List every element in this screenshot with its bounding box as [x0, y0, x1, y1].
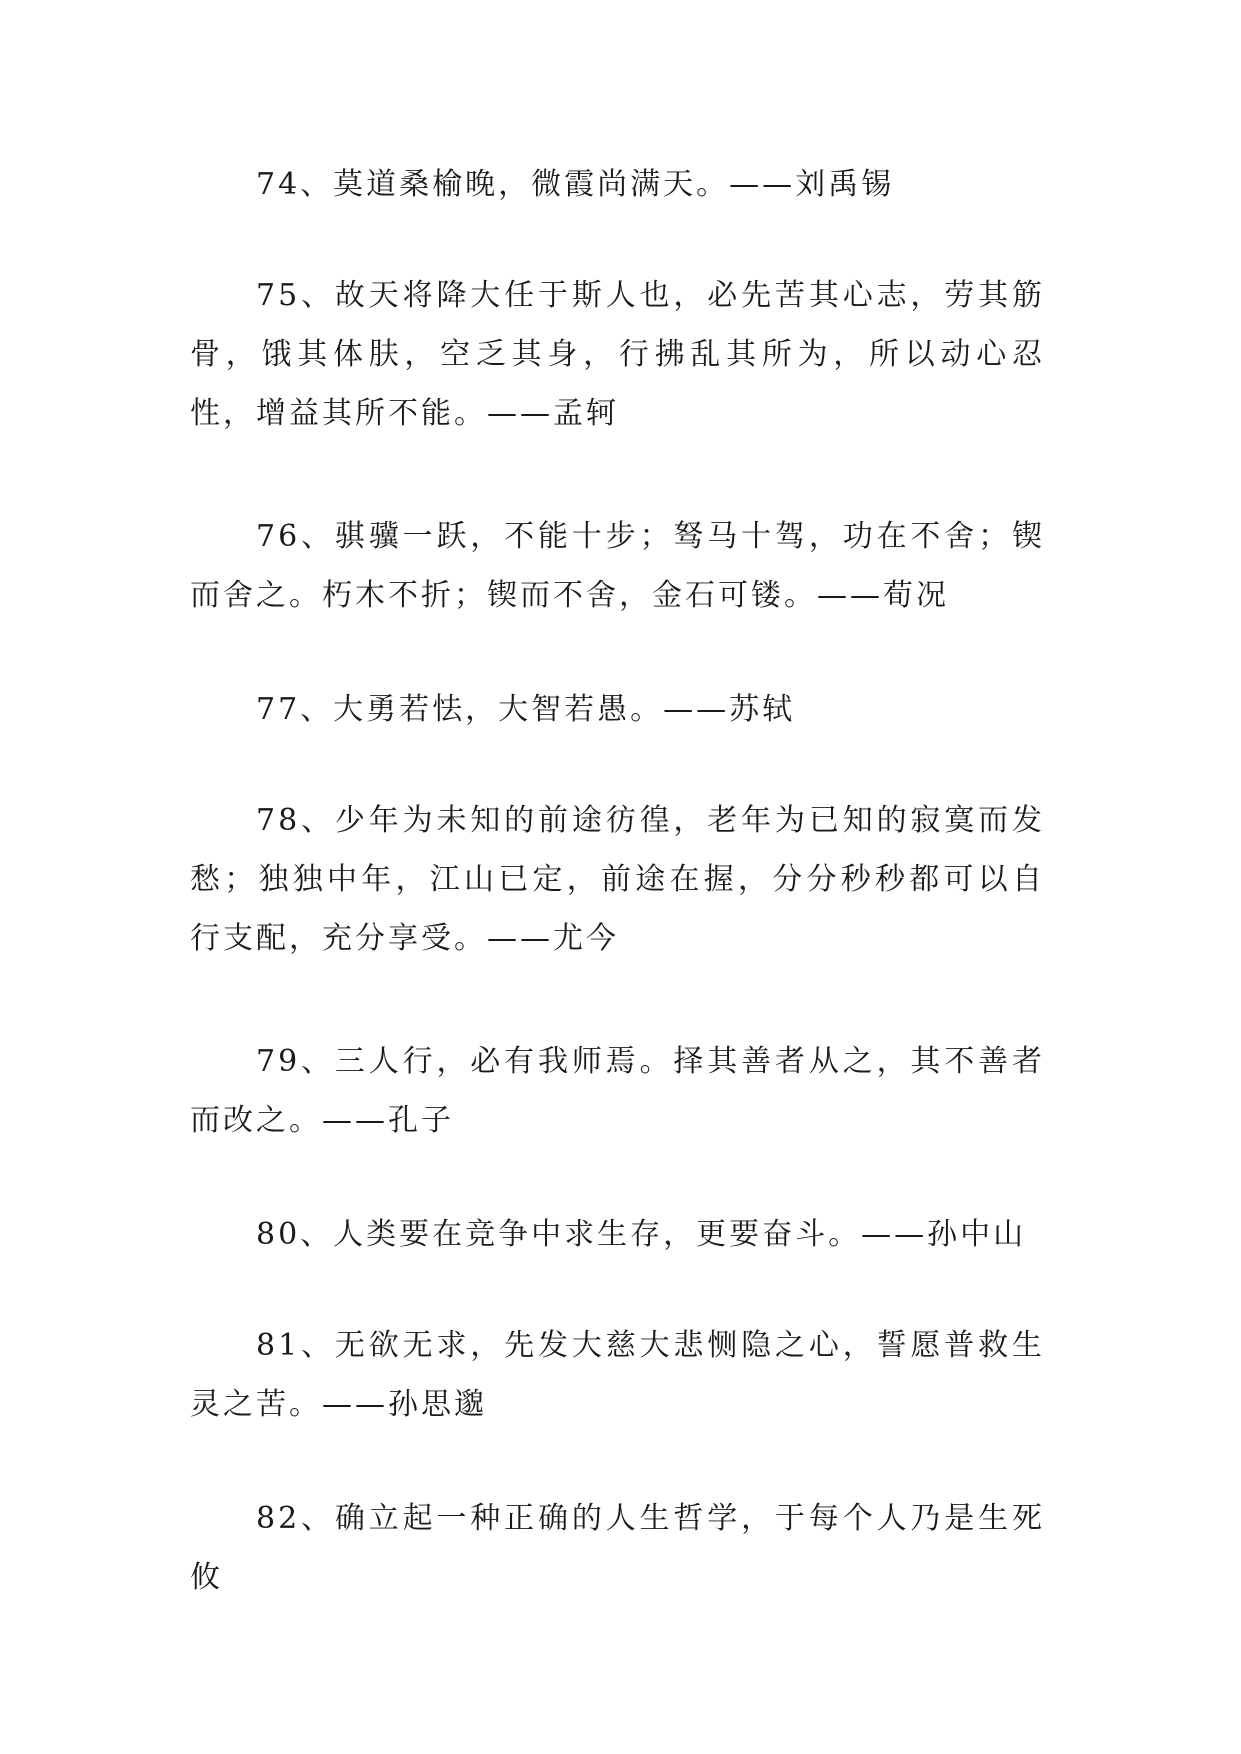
quote-paragraph-80: 80、人类要在竞争中求生存，更要奋斗。——孙中山: [256, 1217, 1027, 1252]
quote-paragraph-75: 75、故天将降大任于斯人也，必先苦其心志，劳其筋骨，饿其体肤，空乏其身，行拂乱其所为，所以动心忍性，增益其所不能。——孟轲: [190, 278, 1045, 431]
quote-paragraph-77: 77、大勇若怯，大智若愚。——苏轼: [256, 692, 796, 727]
quote-paragraph-78: 78、少年为未知的前途彷徨，老年为已知的寂寞而发愁；独独中年，江山已定，前途在握，分分秒秒都可以自行支配，充分享受。——尤今: [190, 803, 1045, 956]
quote-paragraph-82: 82、确立起一种正确的人生哲学，于每个人乃是生死攸: [190, 1501, 1045, 1595]
quote-paragraph-79: 79、三人行，必有我师焉。择其善者从之，其不善者而改之。——孔子: [190, 1044, 1045, 1138]
quote-paragraph-74: 74、莫道桑榆晚，微霞尚满天。——刘禹锡: [256, 167, 895, 202]
quote-paragraph-81: 81、无欲无求，先发大慈大悲恻隐之心，誓愿普救生灵之苦。——孙思邈: [190, 1328, 1045, 1422]
quote-paragraph-76: 76、骐骥一跃，不能十步；驽马十驾，功在不舍；锲而舍之。朽木不折；锲而不舍，金石可镂。——荀况: [190, 519, 1045, 613]
